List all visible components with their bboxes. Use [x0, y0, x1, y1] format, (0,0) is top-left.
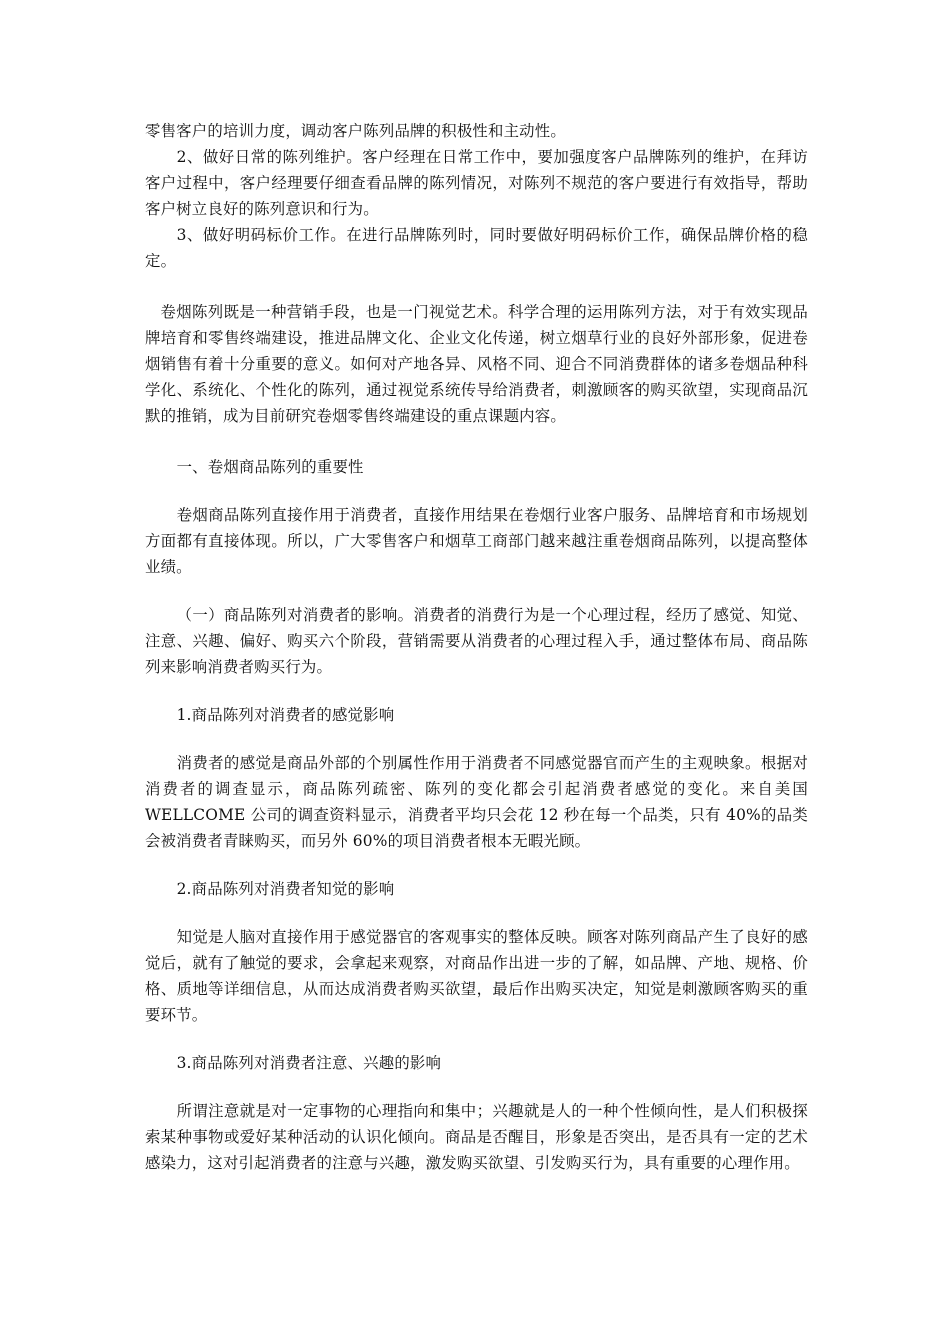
section-heading-importance: 一、卷烟商品陈列的重要性 [176, 458, 364, 476]
paragraph-importance: 卷烟商品陈列直接作用于消费者，直接作用结果在卷烟行业客户服务、品牌培育和市场规划方面都有直接体现。所以，广大零售客户和烟草工商部门越来越注重卷烟商品陈列，以提高整体业绩。 [145, 506, 808, 576]
paragraph-continuation: 零售客户的培训力度，调动客户陈列品牌的积极性和主动性。 [145, 122, 566, 140]
paragraph-perception: 知觉是人脑对直接作用于感觉器官的客观事实的整体反映。顾客对陈列商品产生了良好的感觉后，就有了触觉的要求，会拿起来观察，对商品作出进一步的了解，如品牌、产地、规格、价格、质地等详细信息，从而达成消费者购买欲望，最后作出购买决定，知觉是刺激顾客购买的重要环节。 [145, 928, 808, 1024]
paragraph-consumer-influence: （一）商品陈列对消费者的影响。消费者的消费行为是一个心理过程，经历了感觉、知觉、注意、兴趣、偏好、购买六个阶段，营销需要从消费者的心理过程入手，通过整体布局、商品陈列来影响消费者购买行为。 [145, 606, 808, 676]
subheading-perception: 2.商品陈列对消费者知觉的影响 [176, 880, 395, 898]
subheading-sensation: 1.商品陈列对消费者的感觉影响 [176, 706, 395, 724]
paragraph-price-marking: 3、做好明码标价工作。在进行品牌陈列时，同时要做好明码标价工作，确保品牌价格的稳定。 [145, 226, 808, 270]
document-body [145, 118, 808, 1176]
paragraph-attention-interest: 所谓注意就是对一定事物的心理指向和集中；兴趣就是人的一种个性倾向性，是人们积极探索某种事物或爱好某种活动的认识化倾向。商品是否醒目，形象是否突出，是否具有一定的艺术感染力，这对引起消费者的注意与兴趣，激发购买欲望、引发购买行为，具有重要的心理作用。 [145, 1102, 808, 1172]
paragraph-display-maintenance: 2、做好日常的陈列维护。客户经理在日常工作中，要加强度客户品牌陈列的维护，在拜访客户过程中，客户经理要仔细查看品牌的陈列情况，对陈列不规范的客户要进行有效指导，帮助客户树立良好的陈列意识和行为。 [145, 148, 808, 218]
paragraph-sensation: 消费者的感觉是商品外部的个别属性作用于消费者不同感觉器官而产生的主观映象。根据对消费者的调查显示，商品陈列疏密、陈列的变化都会引起消费者感觉的变化。来自美国 WELLCOME 公司的调查资料显示，消费者平均只会花 12 秒在每一个品类，只有 40%的品类会被消费者青睐购买，而另外 60%的项目消费者根本无暇光顾。 [145, 754, 808, 850]
subheading-attention-interest: 3.商品陈列对消费者注意、兴趣的影响 [176, 1054, 442, 1072]
paragraph-intro: 卷烟陈列既是一种营销手段，也是一门视觉艺术。科学合理的运用陈列方法，对于有效实现品牌培育和零售终端建设，推进品牌文化、企业文化传递，树立烟草行业的良好外部形象，促进卷烟销售有着十分重要的意义。如何对产地各异、风格不同、迎合不同消费群体的诸多卷烟品种科学化、系统化、个性化的陈列，通过视觉系统传导给消费者，刺激顾客的购买欲望，实现商品沉默的推销，成为目前研究卷烟零售终端建设的重点课题内容。 [145, 303, 808, 425]
